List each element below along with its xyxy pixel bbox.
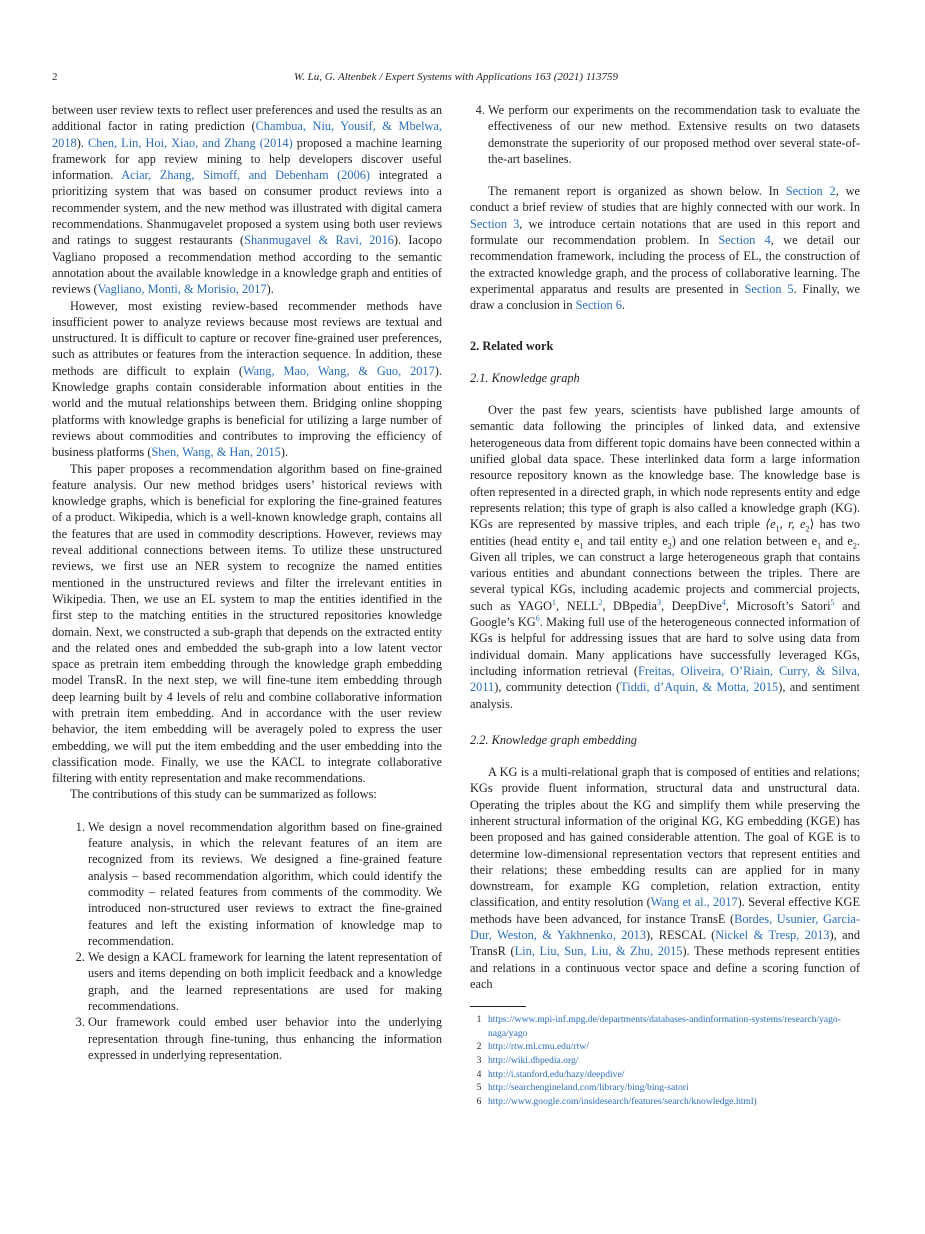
list-item: 1. We design a novel recommendation algorithm based on fine-grained feature analysis, in which the relevant features of an item are recognized from its reviews. We designed a fine-grained feature analysis – based recommendation algorithm, which could identify the commodity – related features from comments of the commodity. We introduced non-structured user reviews to extract the fine-grained features and left the existing information of knowledge map to recommendation.	[88, 819, 442, 949]
footnote-link[interactable]: http://www.google.com/insidesearch/features/search/knowledge.html)	[488, 1095, 757, 1107]
footnote: 2 http://rtw.ml.cmu.edu/rtw/	[476, 1041, 589, 1053]
citation-link[interactable]: Tiddi, d’Aquin, & Motta, 2015	[620, 680, 779, 695]
citation-link[interactable]: Chen, Lin, Hoi, Xiao, and Zhang (2014)	[87, 135, 293, 150]
paragraph-knowledge-graph: Over the past few years, scientists have published large amounts of semantic data following the principles of linked data, and extensive heterogeneous data from different topic domains have been connected within a unified global data space. These interlinked data form a large information resource repository known as the knowledge base. The knowledge base is often represented in a directed graph, in which node represents entity and edge represents relation; this type of graph is also called a knowledge graph (KG). KGs are represented by massive triples, and each triple $⟨e_1$, r, $e_2⟩$ has two entities (head entity $e_1$ and tail entity $e_2$) and one relation between $e_1$ and $e_2$. Given all triples, we can construct a large heterogeneous graph that contains various entities and abundant connections between the triples. There are several typical KGs, including academic projects and commercial projects, such as YAGO$^1$, NELL$^2$, DBpedia$^3$, DeepDive$^4$, Microsoft’s Satori$^5$ and Google’s KG$^6$. Making full use of the heterogeneous connected information of KGs is helpful for addressing issues that are hard to solve using data from individual domain. Many applications have successfully leveraged KGs, including information retrieval (Freitas, Oliveira, O’Riain, Curry, & Silva, 2011), community detection (Tiddi, d’Aquin, & Motta, 2015), and sentiment analysis.	[470, 403, 861, 711]
citation-link[interactable]: Wang, Mao, Wang, & Guo, 2017	[243, 363, 435, 378]
footnote-link[interactable]: http://searchengineland.com/library/bing/bing-satori	[488, 1082, 689, 1094]
list-item: 3. Our framework could embed user behavior into the underlying representation through fine-tuning, thus enhancing the information expressed in underlying representation.	[88, 1014, 442, 1063]
paragraph-outline: The remanent report is organized as shown below. In Section 2, we conduct a brief review of studies that are highly connected with our work. In Section 3, we introduce certain notations that are used in this report and formulate our recommendation problem. In Section 4, we detail our recommendation framework, including the process of EL, the construction of the extracted knowledge graph, and the process of collaborative learning. The experimental apparatus and results are presented in Section 5. Finally, we draw a conclusion in Section 6.	[470, 184, 860, 313]
citation-link[interactable]: Chambua, Niu, Yousif, & Mbelwa, 2018	[52, 119, 443, 150]
footnote: 6 http://www.google.com/insidesearch/features/search/knowledge.html)	[476, 1095, 757, 1107]
footnote: 5 http://searchengineland.com/library/bing/bing-satori	[476, 1082, 689, 1094]
section-link[interactable]: Section 2	[785, 184, 836, 199]
page-header	[52, 71, 860, 87]
subsection-heading: 2.2. Knowledge graph embedding	[470, 732, 637, 747]
footnote-link[interactable]: https://www.mpi-inf.mpg.de/departments/databases-andinformation-systems/research/yago-naga/yago	[488, 1014, 841, 1039]
footnotes	[470, 1013, 860, 1108]
citation-link[interactable]: Shen, Wang, & Han, 2015	[151, 445, 281, 460]
section-link[interactable]: Section 4	[718, 233, 771, 248]
citation-link[interactable]: Bordes, Usunier, Garcia-Dur, Weston, & Yakhnenko, 2013	[470, 911, 860, 943]
citation-link[interactable]: Wang et al., 2017	[650, 895, 738, 910]
citation-link[interactable]: Freitas, Oliveira, O’Riain, Curry, & Silva, 2011	[470, 663, 861, 695]
subsection-heading: 2.1. Knowledge graph	[470, 370, 580, 385]
footnote-link[interactable]: http://wiki.dbpedia.org/	[488, 1055, 579, 1067]
paragraph-contributions-intro: The contributions of this study can be summarized as follows:	[70, 787, 377, 802]
citation-link[interactable]: Vagliano, Monti, & Morisio, 2017	[97, 282, 267, 297]
footnote-link[interactable]: http://i.stanford.edu/hazy/deepdive/	[488, 1068, 625, 1080]
contributions-list	[52, 819, 442, 1063]
contributions-list-continued	[470, 102, 860, 167]
footnote-link[interactable]: http://rtw.ml.cmu.edu/rtw/	[488, 1041, 589, 1053]
paragraph-proposal: This paper proposes a recommendation algorithm based on fine-grained feature analysis. Our new method bridges users’ historical reviews with knowledge graphs, which is beneficial for exploring the fine-grained features of a product. Wikipedia, which is a well-known knowledge graph, contains all the features that are used in commodity descriptions. However, reviews may reveal additional connections between items. To utilize these unstructured reviews, we first use an NER system to recognize the named entities mentioned in the unstructured reviews and filter the irrelevant entities in Wikipedia. Then, we use an EL system to map the entities identified in the first step to the matching entities in the structured repositories knowledge domain. Next, we constructed a sub-graph that depends on the extracted entity and the related ones and embedded the sub-graph into a low latent vector space as pretrain item embedding through the knowledge graph embedding model TransR. In the next step, we will fine-tune item embedding through deep learning built by 4 levels of relu and combine collaborative information with pretrain item embedding. And in accordance with the user review behavior, the item embedding will be averagely poled to express the user embedding, we will put the item embedding and the user embedding into the classification mode. Finally, we use the KACL to integrate collaborative filtering with entity representation and make recommendations.	[52, 461, 442, 786]
right-column	[470, 102, 860, 1108]
section-link[interactable]: Section 6	[575, 298, 622, 313]
footnote: 1 https://www.mpi-inf.mpg.de/departments/databases-andinformation-systems/research/yago-naga/yago	[470, 1013, 860, 1040]
paragraph-limitations: However, most existing review-based recommender methods have insufficient power to analyze reviews because most reviews are textual and unstructured. It is difficult to capture or recover fine-grained user preferences, such as attributes or features from the interaction sequence. In addition, these methods are difficult to explain (Wang, Mao, Wang, & Guo, 2017). Knowledge graphs contain considerable information about entities in the world and the mutual relationships between them. Bridging online shopping platforms with knowledge graphs is beneficial for utilizing a large number of reviews about commodities and contributes to improving the efficiency of business platforms (Shen, Wang, & Han, 2015).	[52, 298, 442, 460]
section-link[interactable]: Section 3	[470, 216, 520, 231]
paragraph-related-reviews: between user review texts to reflect user preferences and used the results as an additional factor in rating prediction (Chambua, Niu, Yousif, & Mbelwa, 2018). Chen, Lin, Hoi, Xiao, and Zhang (2014) proposed a machine learning framework for app review mining to help developers discover useful information. Aciar, Zhang, Simoff, and Debenham (2006) integrated a prioritizing system that was based on consumer product reviews into a recommender system, and the new method was illustrated with digital camera recommendations. Shanmugavelet proposed a system using both user reviews and ratings to suggest restaurants (Shanmugavel & Ravi, 2016). Iacopo Vagliano proposed a recommendation method according to the semantic annotation about the available knowledge in a knowledge graph and entities of reviews (Vagliano, Monti, & Morisio, 2017).	[52, 103, 443, 297]
page-number: 2	[52, 71, 58, 83]
citation-link[interactable]: Aciar, Zhang, Simoff, and Debenham (2006)	[121, 168, 371, 183]
footnote-rule	[470, 1006, 526, 1007]
running-title: W. Lu, G. Altenbek / Expert Systems with Applications 163 (2021) 113759	[293, 71, 619, 83]
citation-link[interactable]: Lin, Liu, Sun, Liu, & Zhu, 2015	[514, 944, 683, 959]
list-item: 4. We perform our experiments on the recommendation task to evaluate the effectiveness of our new method. Extensive results on two datasets demonstrate the superiority of our proposed method over several state-of-the-art baselines.	[488, 102, 860, 167]
section-heading: 2. Related work	[470, 338, 554, 353]
section-link[interactable]: Section 5	[744, 281, 794, 296]
footnote: 4 http://i.stanford.edu/hazy/deepdive/	[476, 1068, 625, 1080]
list-item: 2. We design a KACL framework for learning the latent representation of users and items depending on both implicit feedback and a knowledge graph, and the learned representations are used for making recommendations.	[88, 949, 442, 1014]
footnote: 3 http://wiki.dbpedia.org/	[476, 1055, 579, 1067]
citation-link[interactable]: Nickel & Tresp, 2013	[715, 928, 830, 943]
left-column	[52, 102, 442, 1063]
paragraph-kg-embedding: A KG is a multi-relational graph that is composed of entities and relations; KGs provide fluent information, structural data and unstructural data. Operating the triples about the KG and simplify them while preserving the inherent structural information of the original KG, KG embedding (KGE) has been proposed and has gained considerable attention. The goal of KGE is to determine low-dimensional representation vectors that represent entities and their relations; these embedding results can are applied for in many downstream, for example KG completion, relation extraction, entity classification, and entity resolution (Wang et al., 2017). Several effective KGE methods have been advanced, for instance TransE (Bordes, Usunier, Garcia-Dur, Weston, & Yakhnenko, 2013), RESCAL (Nickel & Tresp, 2013), and TransR (Lin, Liu, Sun, Liu, & Zhu, 2015). These methods represent entities and relations in a continuous vector space and define a scoring function of each	[470, 765, 861, 991]
citation-link[interactable]: Shanmugavel & Ravi, 2016	[244, 233, 394, 248]
